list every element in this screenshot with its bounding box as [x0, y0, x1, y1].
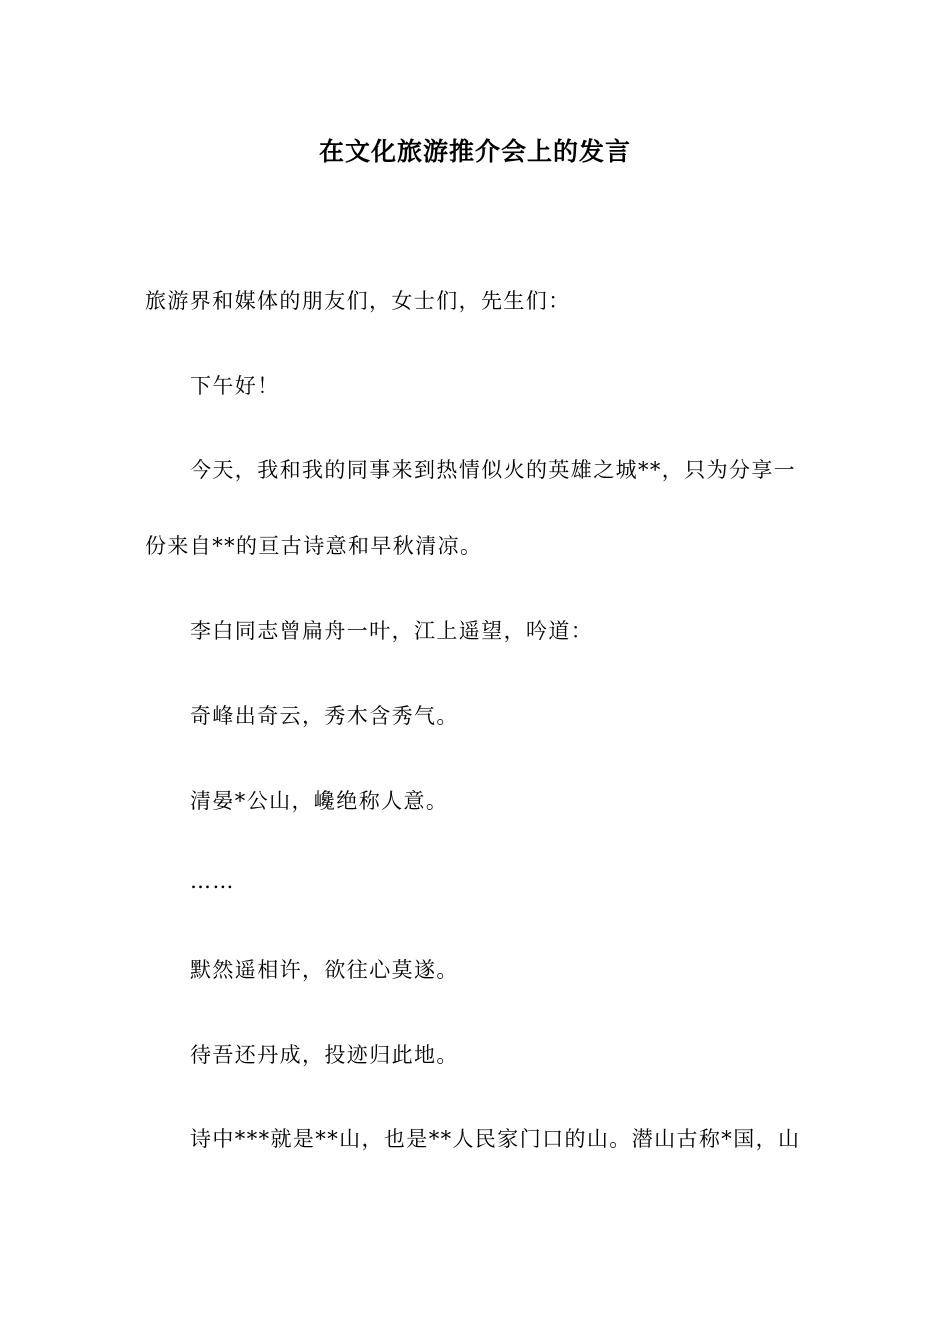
poem-line: 默然遥相许，欲往心莫遂。	[190, 958, 459, 982]
poem-line: 清晏*公山，巉绝称人意。	[190, 789, 449, 813]
paragraph-line: 今天，我和我的同事来到热情似火的英雄之城**，只为分享一	[190, 458, 797, 482]
poem-ellipsis: ……	[190, 869, 235, 893]
poem-line: 奇峰出奇云，秀木含秀气。	[190, 704, 459, 728]
document-title: 在文化旅游推介会上的发言	[318, 137, 631, 166]
paragraph-line: 李白同志曾扁舟一叶，江上遥望，吟道：	[190, 619, 594, 643]
poem-line: 待吾还丹成，投迹归此地。	[190, 1043, 459, 1067]
greeting-line: 下午好！	[190, 374, 280, 398]
paragraph-line: 诗中***就是**山，也是**人民家门口的山。潜山古称*国，山	[190, 1127, 801, 1151]
paragraph-line-continued: 份来自**的亘古诗意和早秋清凉。	[145, 534, 483, 558]
salutation-line: 旅游界和媒体的朋友们，女士们，先生们：	[145, 289, 571, 313]
